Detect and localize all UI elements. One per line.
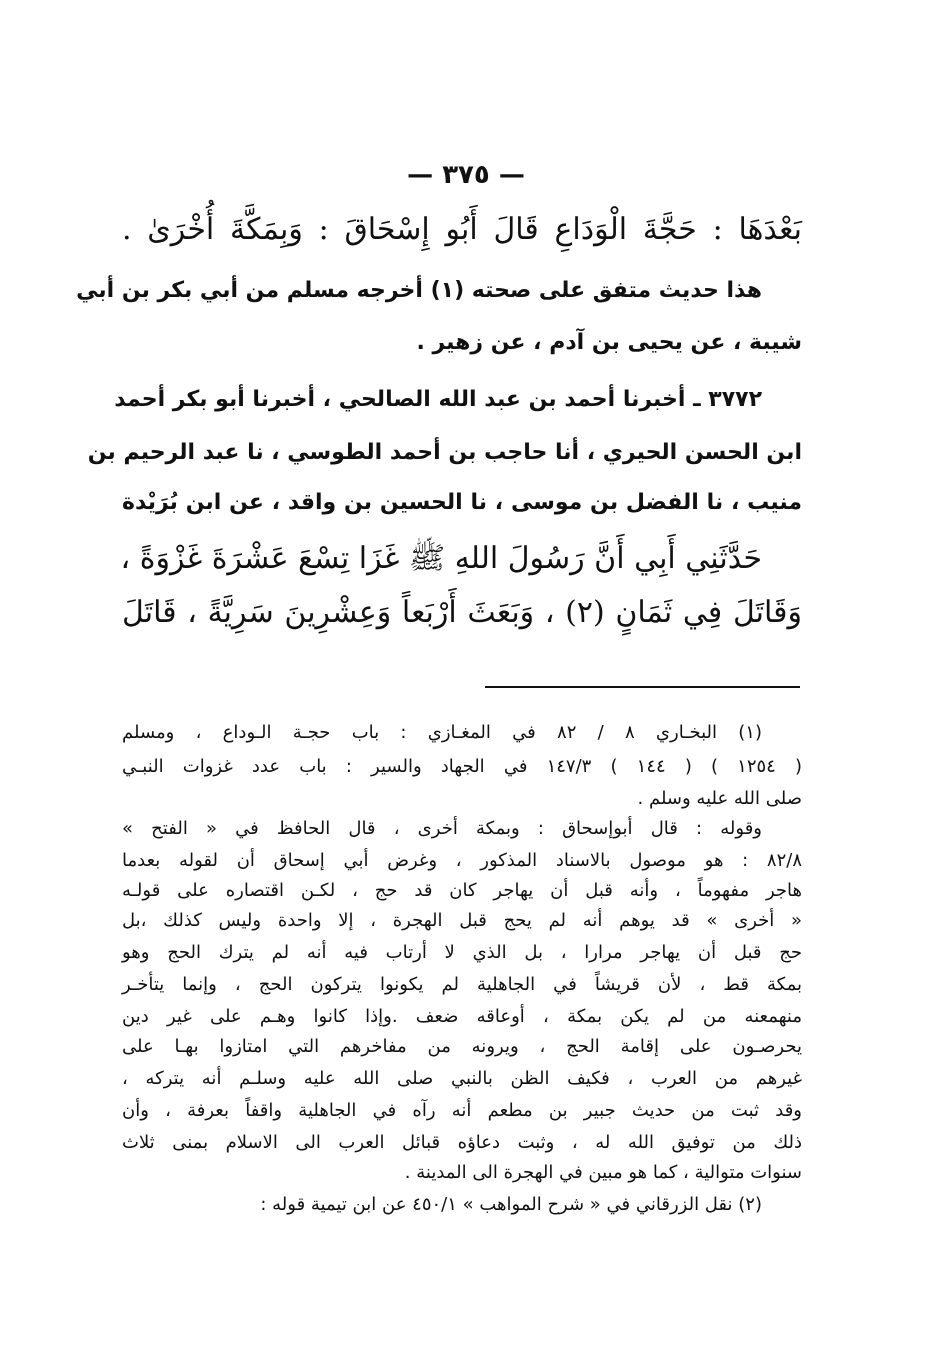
footnote-line-12: غيرهم من العرب ، فكيف الظن بالنبي صلى الله عليه وسلـم أنه يتركه ، bbox=[122, 1068, 802, 1089]
footnote-line-8: حج قبل أن يهاجر مرارا ، بل الذي لا أرتاب فيه أنه لم يترك الحج وهو bbox=[122, 942, 802, 963]
footnote-line-5: ٨٢/٨ : هو موصول بالاسناد المذكور ، وغرض أبي إسحاق أن لقوله بعدما bbox=[122, 850, 802, 871]
text-line-2: هذا حديث متفق على صحته (١) أخرجه مسلم من أبي بكر بن أبي bbox=[76, 278, 762, 303]
hadith-line-1: بَعْدَهَا : حَجَّةَ الْوَدَاعِ قَالَ أَبُو إِسْحَاقَ : وَبِمَكَّةَ أُخْرَىٰ . bbox=[122, 212, 802, 247]
footnote-line-11: يحرصـون على إقامة الحج ، ويرونه من مفاخرهم التي امتازوا بهـا على bbox=[122, 1036, 802, 1057]
footnote-line-13: وقد ثبت من حديث جبير بن مطعم أنه رآه في الجاهلية واقفاً بعرفة ، وأن bbox=[122, 1100, 802, 1121]
footnote-line-14: ذلك من توفيق الله له ، وثبت دعاؤه قبائل العرب الى الاسلام بمنى ثلاث bbox=[122, 1132, 802, 1153]
footnote-line-6: هاجر مفهوماً ، وأنه قبل أن يهاجر كان قد حج ، لكـن اقتصاره على قولـه bbox=[122, 880, 802, 901]
text-line-3: شيبة ، عن يحيى بن آدم ، عن زهير . bbox=[416, 330, 802, 355]
footnote-line-7: « أخرى » قد يوهم أنه لم يحج قبل الهجرة ، إلا واحدة وليس كذلك ،بل bbox=[122, 910, 802, 931]
footnote-line-15: سنوات متوالية ، كما هو مبين في الهجرة الى المدينة . bbox=[404, 1162, 802, 1183]
isnad-line-3: منيب ، نا الفضل بن موسى ، نا الحسين بن واقد ، عن ابن بُرَيْدة bbox=[122, 490, 802, 515]
footnote-line-4: وقوله : قال أبوإسحاق : وبمكة أخرى ، قال الحافظ في « الفتح » bbox=[122, 818, 762, 839]
footnote-separator bbox=[485, 686, 800, 688]
isnad-line-1: ٣٧٧٢ ـ أخبرنا أحمد بن عبد الله الصالحي ، أخبرنا أبو بكر أحمد bbox=[114, 387, 762, 412]
footnote-line-16: (٢) نقل الزرقاني في « شرح المواهب » ٤٥٠/١ عن ابن تيمية قوله : bbox=[260, 1194, 762, 1215]
isnad-line-2: ابن الحسن الحيري ، أنا حاجب بن أحمد الطوسي ، نا عبد الرحيم بن bbox=[87, 440, 802, 465]
page-number: — ٣٧٥ — bbox=[407, 160, 525, 190]
footnote-line-1: (١) البخـاري ٨ / ٨٢ في المغـازي : باب حجـة الـوداع ، ومسلم bbox=[122, 722, 762, 743]
footnote-line-2: ( ١٢٥٤ ) ( ١٤٤ ) ١٤٧/٣ في الجهاد والسير : باب عدد غزوات النبـي bbox=[122, 756, 802, 777]
footnote-line-3: صلى الله عليه وسلم . bbox=[637, 788, 802, 809]
footnote-line-10: منهمعنه من لم يكن بمكة ، أوعاقه ضعف .وإذا كانوا وهـم على غير دين bbox=[122, 1006, 802, 1027]
hadith-line-3: وَقَاتَلَ فِي ثَمَانٍ (٢) ، وَبَعَثَ أَرْبَعاً وَعِشْرِينَ سَرِيَّةً ، قَاتَلَ bbox=[122, 595, 802, 630]
hadith-line-2: حَدَّثَنِي أَبِي أَنَّ رَسُولَ اللهِ ﷺ غَزَا تِسْعَ عَشْرَةَ غَزْوَةً ، bbox=[120, 541, 762, 576]
footnote-line-9: بمكة قط ، لأن قريشاً في الجاهلية لم يكونوا يتركون الحج ، وإنما يتأخـر bbox=[122, 974, 802, 995]
